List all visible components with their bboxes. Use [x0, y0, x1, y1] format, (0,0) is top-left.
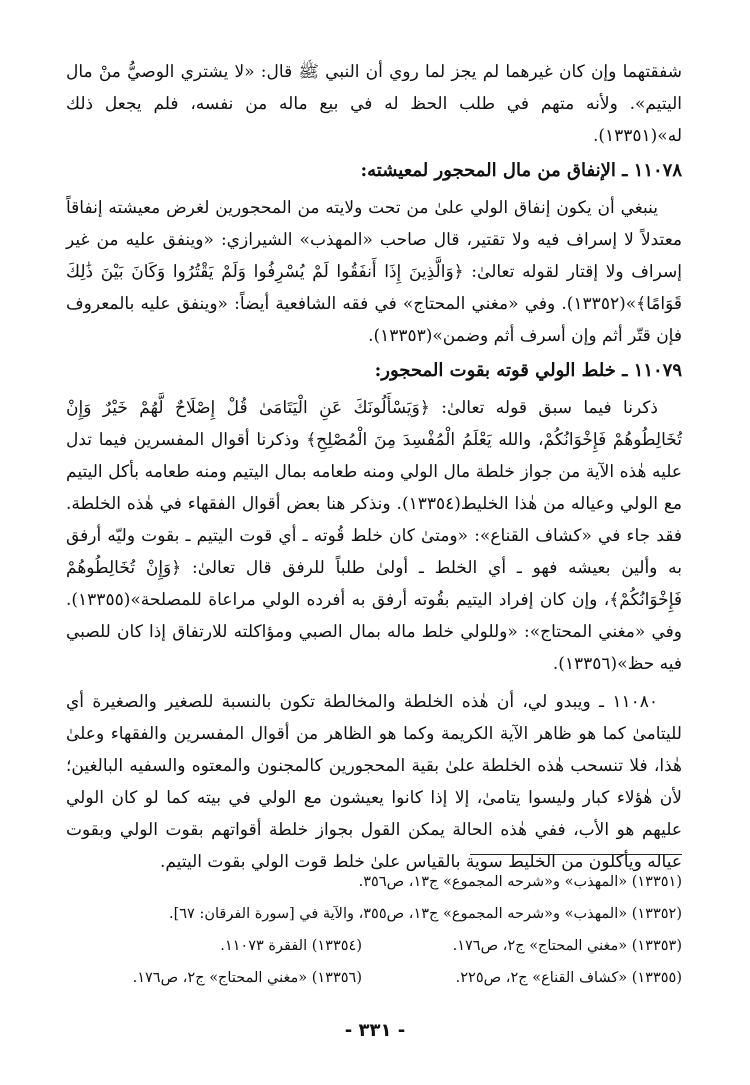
footnote-divider [470, 854, 682, 855]
paragraph-mixing: ذكرنا فيما سبق قوله تعالىٰ: ﴿وَيَسْأَلُونَكَ عَنِ الْيَتَامَىٰ قُلْ إِصْلَاحٌ لَّهُمْ خَيْرٌ وَإِنْ تُخَالِطُوهُمْ فَإِخْوَانُكُمْ، والله يَعْلَمُ الْمُفْسِدَ مِنَ الْمُصْلِحِ﴾ وذكرنا أقوال المفسرين فيما تدل عليه هٰذه الآية من جواز خلطة مال الولي ومنه طعامه بمال اليتيم ومنه طعامه بأكل اليتيم مع الولي وعياله من هٰذا الخليط(١٣٣٥٤). ونذكر هنا بعض أقوال الفقهاء في هٰذه الخلطة. فقد جاء في «كشاف القناع»: «ومتىٰ كان خلط قُوته ـ أي قوت اليتيم ـ بقوت وليّه أرفق به وألين بعيشه فهو ـ أي الخلط ـ أولىٰ طلباً للرفق قال تعالىٰ: ﴿وَإِنْ تُخَالِطُوهُمْ فَإِخْوَانُكُمْ﴾، وإن كان إفراد اليتيم بقُوته أرفق به أفرده الولي مراعاة للمصلحة»(١٣٣٥٥). وفي «مغني المحتاج»: «وللولي خلط ماله بمال الصبي ومؤاكلته للارتفاق إذا كان للصبي فيه حظ»(١٣٣٥٦). [66, 398, 682, 674]
footnote-13355: (١٣٣٥٥) «كشاف القناع» ج٢، ص٢٢٥. [455, 970, 682, 986]
page-number: - ٣٣١ - [344, 1020, 406, 1041]
footnote-13356: (١٣٣٥٦) «مغني المحتاج» ج٢، ص١٧٦. [132, 970, 362, 986]
section-heading-11079: ١١٠٧٩ ـ خلط الولي قوته بقوت المحجور: [374, 360, 682, 381]
footnotes [66, 866, 682, 994]
footnote-row [66, 962, 682, 994]
footnote-row [66, 930, 682, 962]
paragraph-continuation: شفقتهما وإن كان غيرهما لم يجز لما روي أن النبي ﷺ قال: «لا يشتري الوصيُّ منْ مال اليتيم». ولأنه متهم في طلب الحظ له في بيع ماله من نفسه، فلم يجعل ذلك له»(١٣٣٥١). [66, 62, 682, 146]
footnote-13353: (١٣٣٥٣) «مغني المحتاج» ج٢، ص١٧٦. [452, 938, 682, 954]
footnote-13351: (١٣٣٥١) «المهذب» و«شرحه المجموع» ج١٣، ص٣٥٦. [358, 874, 682, 890]
footnote-13354: (١٣٣٥٤) الفقرة ١١٠٧٣. [220, 938, 362, 954]
paragraph-11080: ١١٠٨٠ ـ ويبدو لي، أن هٰذه الخلطة والمخالطة تكون بالنسبة للصغير والصغيرة أي لليتامىٰ كما هو ظاهر الآية الكريمة وكما هو الظاهر من أقوال المفسرين والفقهاء وعلىٰ هٰذا، فلا تنسحب هٰذه الخلطة علىٰ بقية المحجورين كالمجنون والمعتوه والسفيه البالغين؛ لأن هٰؤلاء كبار وليسوا يتامىٰ، إلا إذا كانوا يعيشون مع الولي في بيته كما لو كان الولي عليهم هو الأب، ففي هٰذه الحالة يمكن القول بجواز خلطة أقواتهم بقوت الولي وبقوت عياله ويأكلون من الخليط سوية بالقياس علىٰ خلط قوت الولي بقوت اليتيم. [66, 692, 682, 872]
footnote-13352: (١٣٣٥٢) «المهذب» و«شرحه المجموع» ج١٣، ص٣٥٥، والآية في [سورة الفرقان: ٦٧]. [168, 906, 682, 922]
section-heading-11078: ١١٠٧٨ ـ الإنفاق من مال المحجور لمعيشته: [360, 160, 682, 181]
paragraph-spending: ينبغي أن يكون إنفاق الولي علىٰ من تحت ولايته من المحجورين لغرض معيشته إنفاقاً معتدلاً لا إسراف فيه ولا تقتير، قال صاحب «المهذب» الشيرازي: «وينفق عليه من غير إسراف ولا إقتار لقوله تعالىٰ: ﴿وَالَّذِينَ إِذَا أَنفَقُوا لَمْ يُسْرِفُوا وَلَمْ يَقْتُرُوا وَكَانَ بَيْنَ ذَٰلِكَ قَوَامًا﴾»(١٣٣٥٢). وفي «مغني المحتاج» في فقه الشافعية أيضاً: «وينفق عليه بالمعروف فإن قتّر أثم وإن أسرف أثم وضمن»(١٣٣٥٣). [66, 198, 682, 346]
